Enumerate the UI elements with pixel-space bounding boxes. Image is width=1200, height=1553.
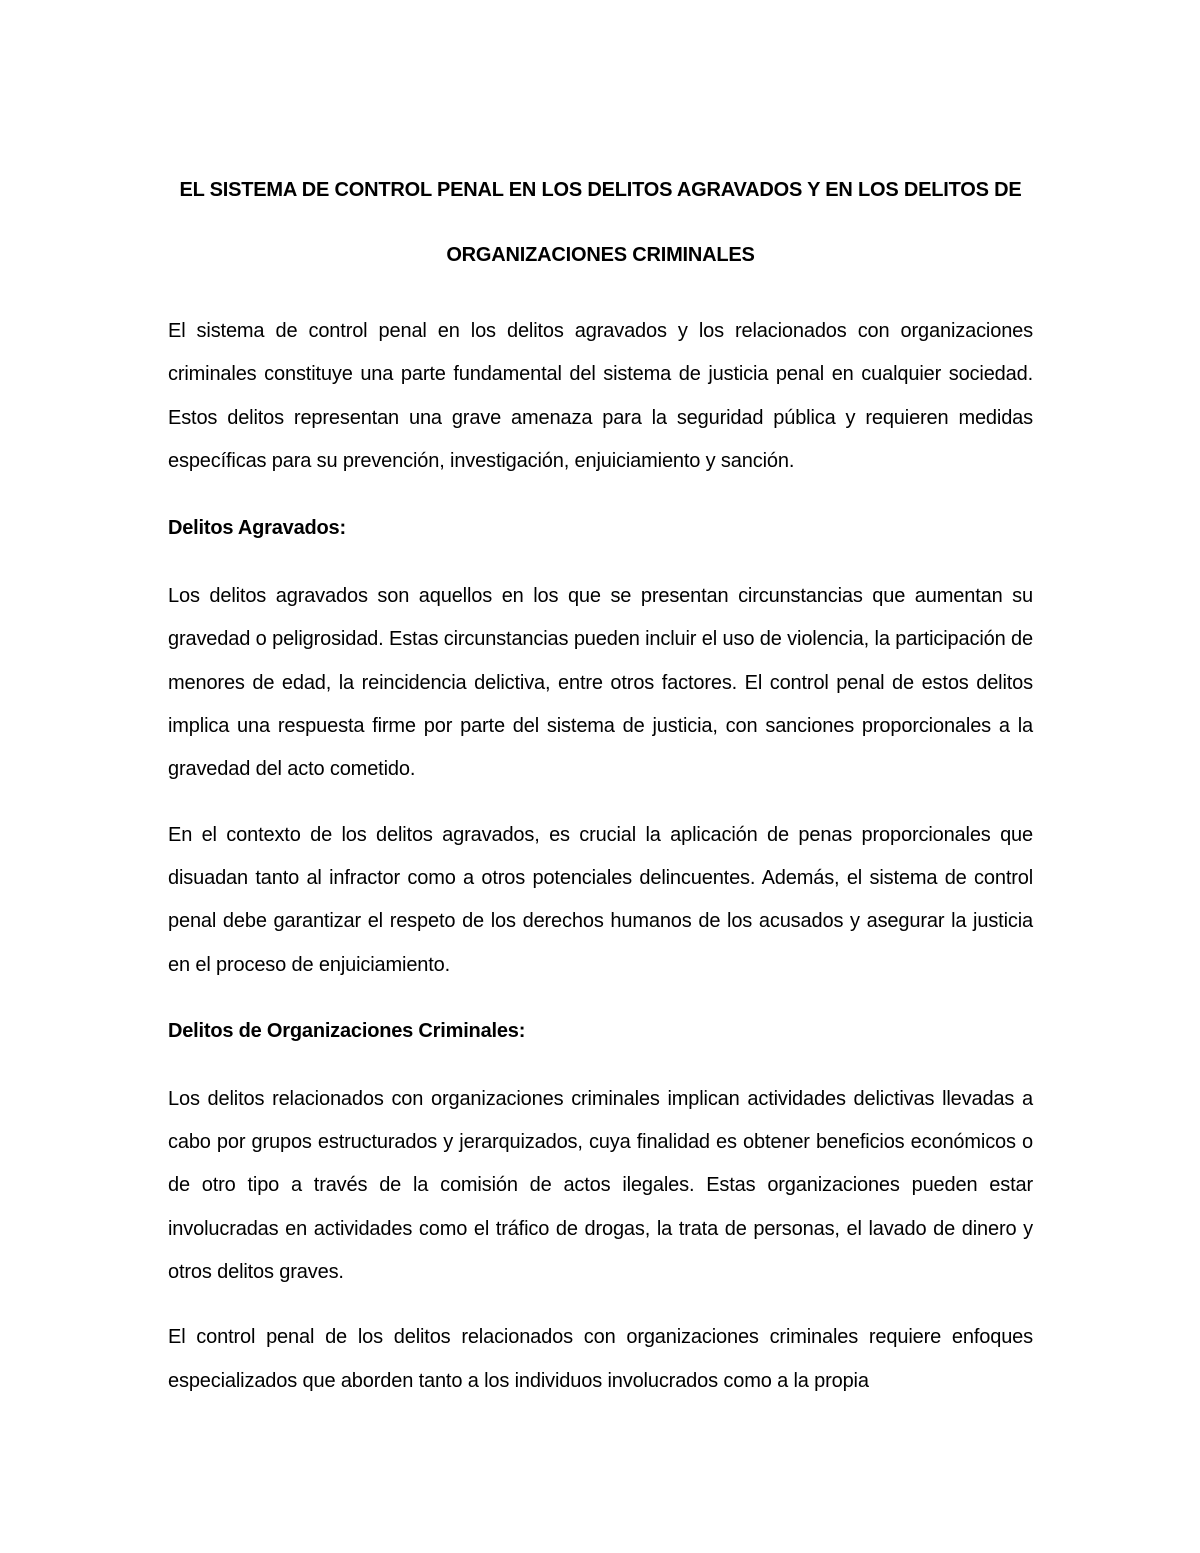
delitos-agravados-paragraph-2: En el contexto de los delitos agravados, es crucial la aplicación de penas proporcionales que disuadan tanto al infractor como a otros potenciales delincuentes. Además, el sistema de control penal debe garantizar el respeto de los derechos humanos de los acusados y asegurar la justicia en el proceso de enjuiciamiento. (168, 823, 1033, 976)
section-heading-organizaciones-criminales: Delitos de Organizaciones Criminales: (168, 1019, 526, 1042)
organizaciones-criminales-paragraph-2: El control penal de los delitos relacionados con organizaciones criminales requiere enfoques especializados que aborden tanto a los individuos involucrados como a la propia (168, 1326, 1033, 1392)
document-title-line-2: ORGANIZACIONES CRIMINALES (446, 244, 755, 266)
delitos-agravados-paragraph-1: Los delitos agravados son aquellos en los que se presentan circunstancias que aumentan su gravedad o peligrosidad. Estas circunstancias pueden incluir el uso de violencia, la participación de menores de edad, la reincidencia delictiva, entre otros factores. El control penal de estos delitos implica una respuesta firme por parte del sistema de justicia, con sanciones proporcionales a la gravedad del acto cometido. (168, 585, 1033, 781)
document-title (168, 158, 1033, 288)
section-heading-delitos-agravados: Delitos Agravados: (168, 517, 346, 540)
intro-paragraph: El sistema de control penal en los delitos agravados y los relacionados con organizaciones criminales constituye una parte fundamental del sistema de justicia penal en cualquier sociedad. Estos delitos representan una grave amenaza para la seguridad pública y requieren medidas específicas para su prevención, investigación, enjuiciamiento y sanción. (168, 320, 1033, 472)
document-title-line-1: EL SISTEMA DE CONTROL PENAL EN LOS DELITOS AGRAVADOS Y EN LOS DELITOS DE (179, 179, 1022, 201)
document-body (168, 158, 1033, 1403)
organizaciones-criminales-paragraph-1: Los delitos relacionados con organizaciones criminales implican actividades delictivas llevadas a cabo por grupos estructurados y jerarquizados, cuya finalidad es obtener beneficios económicos o de otro tipo a través de la comisión de actos ilegales. Estas organizaciones pueden estar involucradas en actividades como el tráfico de drogas, la trata de personas, el lavado de dinero y otros delitos graves. (168, 1087, 1033, 1284)
